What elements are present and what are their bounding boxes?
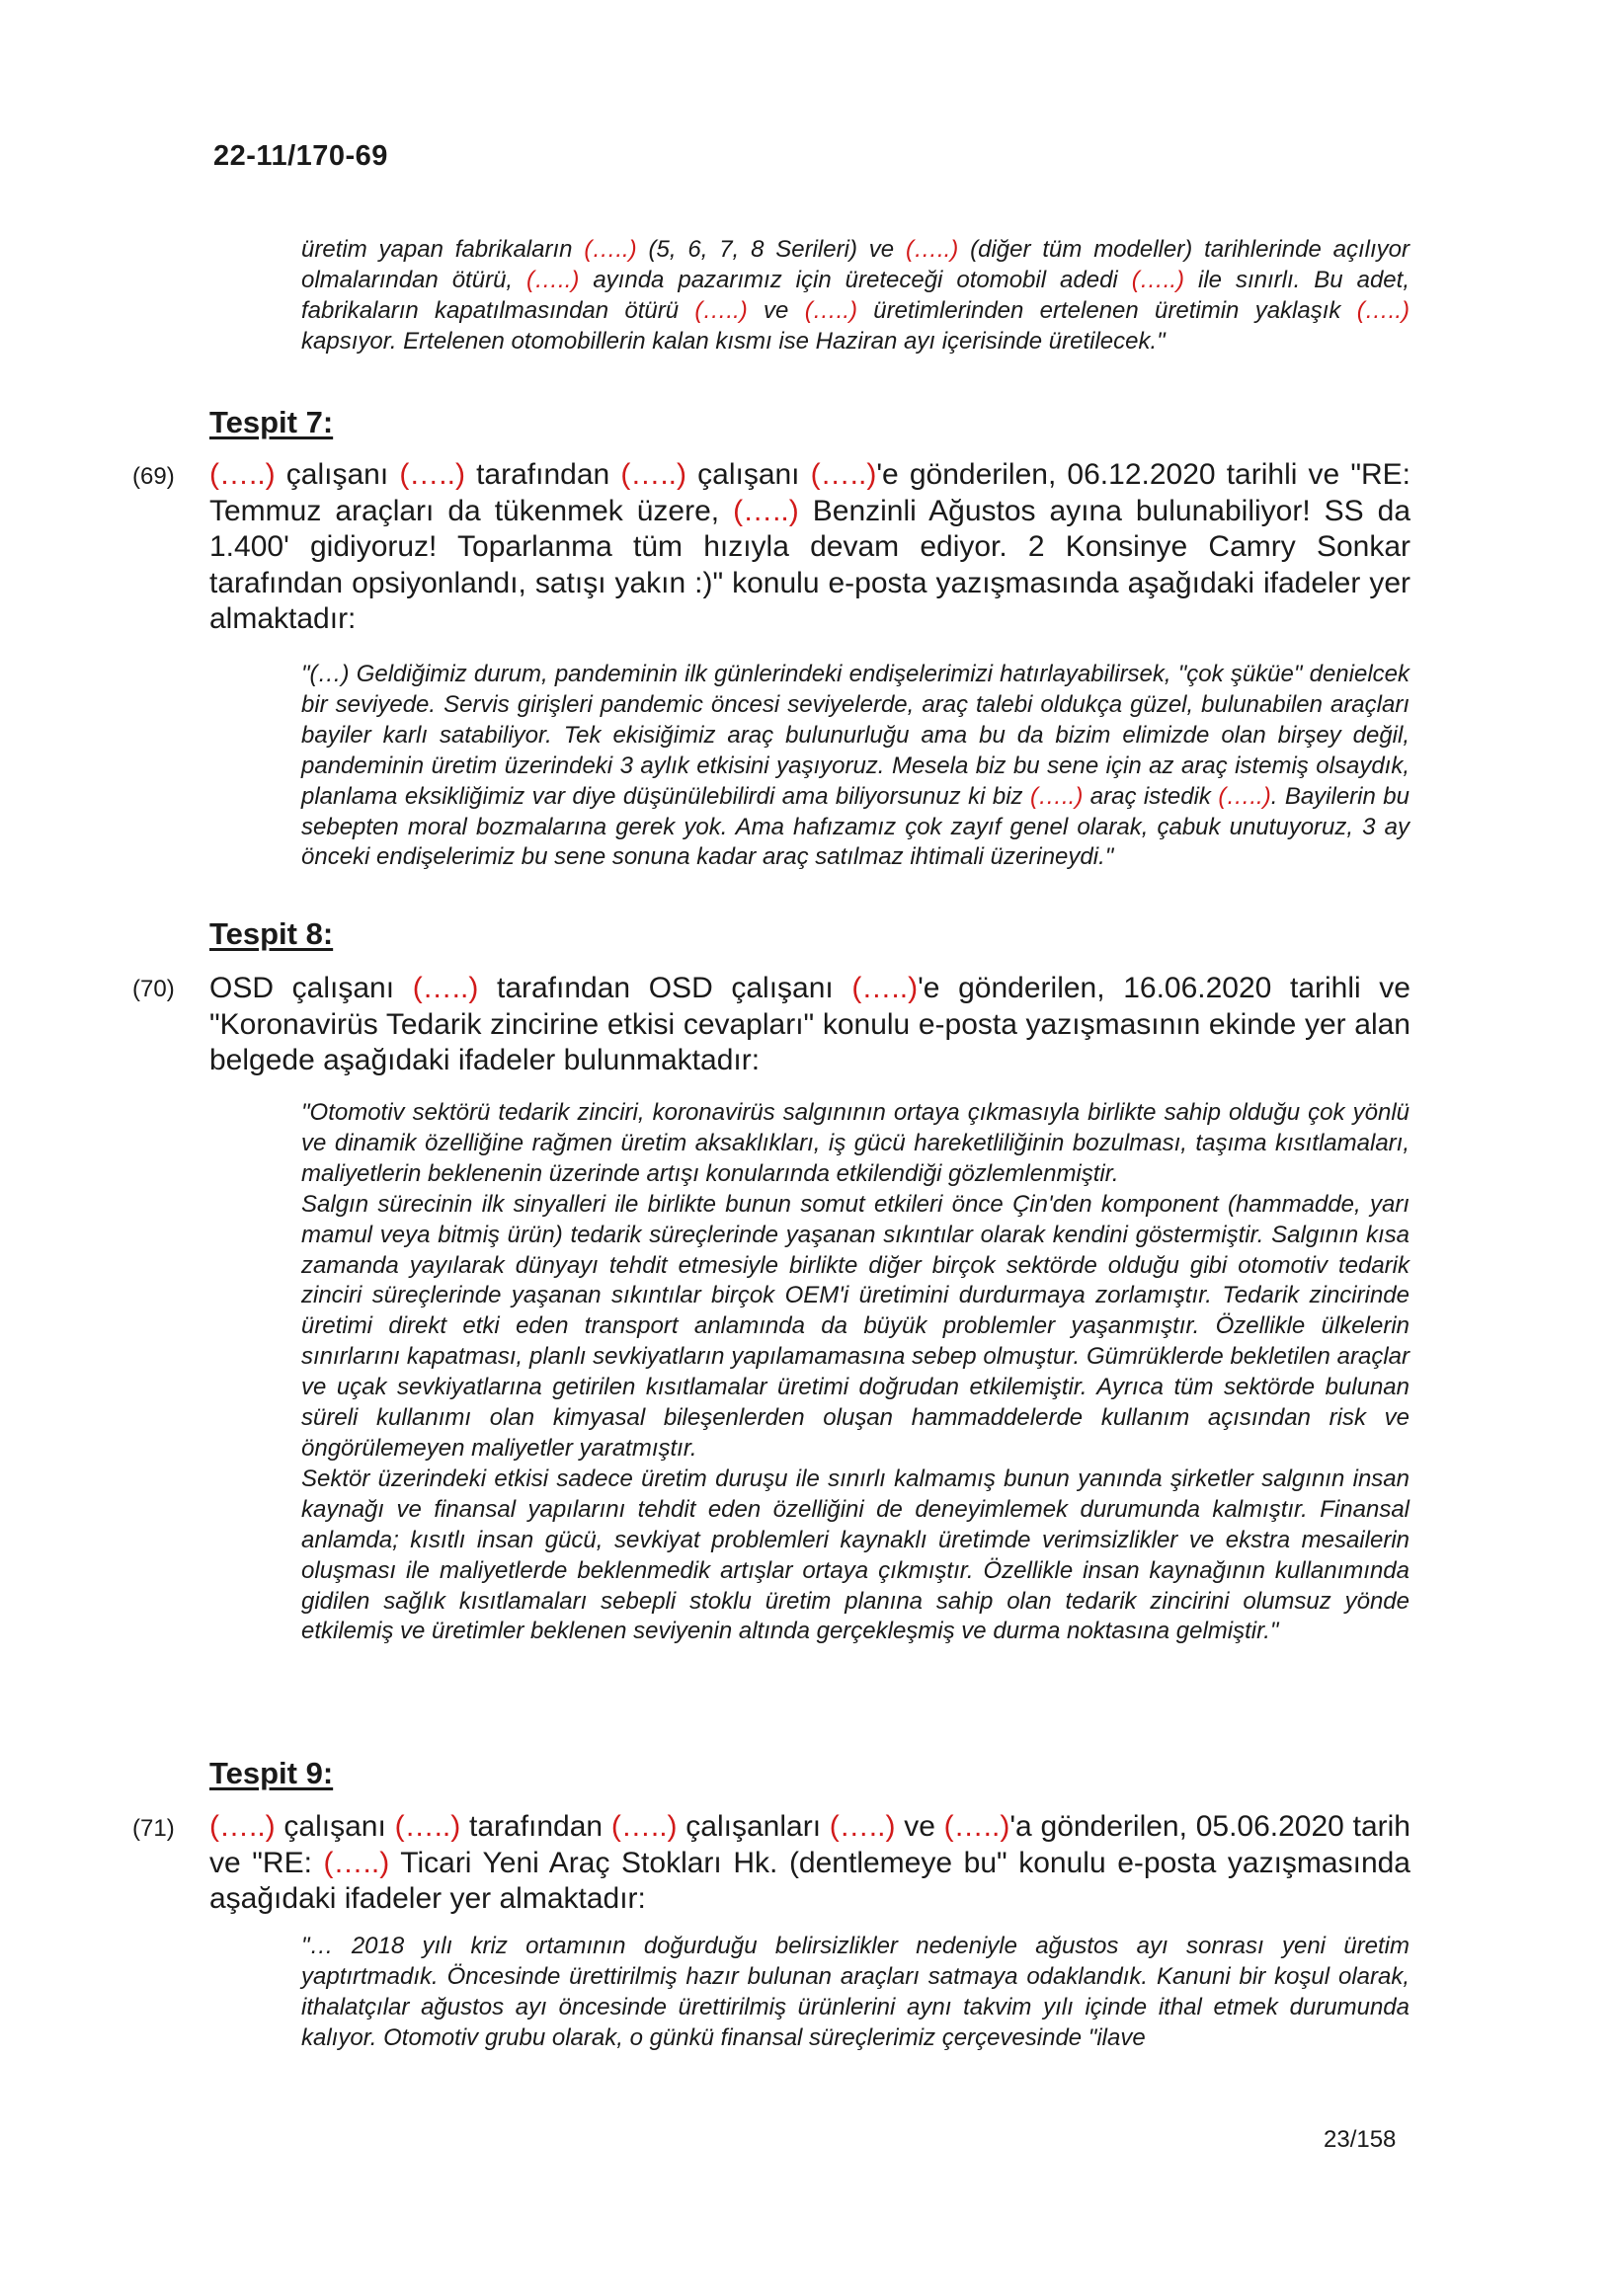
text-run: 'a gönderilen, 05.06.2020 tarih ve "RE: — [209, 1810, 1410, 1879]
text-run: 'e gönderilen, 06.12.2020 tarihli ve "RE: Temmuz araçları da tükenmek üzere, — [209, 458, 1411, 527]
quote-top-text — [301, 235, 1410, 357]
document-reference: 22-11/170-69 — [213, 140, 388, 172]
redaction-mark: (…..) — [810, 458, 877, 491]
heading-tespit-9: Tespit 9: — [209, 1756, 334, 1790]
redaction-mark: (…..) — [610, 1810, 678, 1843]
redaction-mark: (…..) — [733, 494, 799, 527]
redaction-mark: (…..) — [209, 458, 276, 491]
text-run: üretimlerinden ertelenen üretimin yaklaşık — [857, 296, 1357, 324]
redaction-mark: (…..) — [620, 458, 686, 491]
text-run: çalışanları — [677, 1810, 830, 1843]
redaction-mark: (…..) — [1218, 782, 1271, 810]
text-run: çalışanı — [686, 458, 811, 491]
paragraph-number-70: (70) — [132, 976, 175, 1002]
quote-block-69 — [301, 660, 1410, 873]
text-run: OSD çalışanı — [209, 972, 413, 1004]
text-run: çalışanı — [275, 458, 400, 491]
text-run: "(…) Geldiğimiz durum, pandeminin ilk günlerindeki endişelerimizi hatırlayabilirsek, "çok şüküe" denielcek bir seviyede. Servis girişleri pandemic öncesi seviyelerde, araç talebi oldukça güzel, bulunabilen araçları bayiler karlı satabiliyor. Tek ekisiğimiz araç bulunurluğu ama bu da bizim elimizde olan birşey değil, pandeminin üretim üzerindeki 3 aylık etkisini yaşıyoruz. Mesela biz bu sene için az araç istemiş olsaydık, planlama eksikliğimiz var diye düşünülebilirdi ama biliyorsunuz ki biz — [301, 661, 1410, 810]
paragraph-number-71: (71) — [132, 1815, 175, 1842]
paragraph-69 — [209, 457, 1410, 638]
redaction-mark: (…..) — [829, 1810, 896, 1843]
redaction-mark: (…..) — [412, 972, 479, 1004]
text-run: tarafından — [460, 1810, 611, 1843]
redaction-mark: (…..) — [851, 972, 919, 1004]
redaction-mark: (…..) — [694, 296, 748, 324]
text-run: ayında pazarımız için üreteceği otomobil adedi — [579, 266, 1132, 293]
redaction-mark: (…..) — [1356, 296, 1410, 324]
text-run: . Bayilerin bu sebepten moral bozmalarına gerek yok. Ama hafızamız çok zayıf genel olarak, çabuk unutuyoruz, 3 ay önceki endişelerimiz bu sene sonuna kadar araç satılmaz ihtimali üzerineydi." — [301, 782, 1410, 871]
paragraph-71 — [209, 1809, 1410, 1918]
quote-block-71 — [301, 1932, 1410, 2054]
text-run: tarafından OSD çalışanı — [478, 972, 852, 1004]
redaction-mark: (…..) — [209, 1810, 276, 1843]
redaction-mark: (…..) — [584, 236, 637, 263]
paragraph-number-69: (69) — [132, 463, 175, 490]
text-run: ve — [747, 296, 805, 324]
quote-block-70 — [301, 1098, 1410, 1647]
text-run: ile sınırlı. Bu adet, fabrikaların kapatılmasından ötürü — [301, 266, 1410, 324]
text-run: tarafından — [464, 458, 621, 491]
heading-tespit-8: Tespit 8: — [209, 916, 334, 951]
quote-70-paragraph-1: "Otomotiv sektörü tedarik zinciri, koronavirüs salgınının ortaya çıkmasıyla birlikte sahip olduğu çok yönlü ve dinamik özelliğine rağmen üretim aksaklıkları, iş gücü hareketliliğinin bozulması, taşıma kısıtlamaları, maliyetlerin beklenenin üzerinde artışı konularında etkilendiği gözlemlenmiştir. — [301, 1099, 1410, 1187]
paragraph-70 — [209, 971, 1410, 1079]
redaction-mark: (…..) — [394, 1810, 461, 1843]
redaction-mark: (…..) — [526, 266, 580, 293]
redaction-mark: (…..) — [804, 296, 858, 324]
quote-69-text — [301, 660, 1410, 873]
quote-block-top — [301, 235, 1410, 357]
text-run: kapsıyor. Ertelenen otomobillerin kalan kısmı ise Haziran ayı içerisinde üretilecek." — [301, 327, 1166, 355]
text-run: Benzinli Ağustos ayına bulunabiliyor! SS da 1.400' gidiyoruz! Toparlanma tüm hızıyla devam ediyor. 2 Konsinye Camry Sonkar tarafından opsiyonlandı, satışı yakın :)" konulu e-posta yazışmasında aşağıdaki ifadeler yer almaktadır: — [209, 494, 1411, 636]
page-number: 23/158 — [1324, 2126, 1397, 2153]
text-run: (5, 6, 7, 8 Serileri) ve — [636, 236, 906, 263]
text-run: çalışanı — [275, 1810, 395, 1843]
text-run: ve — [895, 1810, 944, 1843]
text-run: araç istedik — [1083, 782, 1219, 810]
quote-70-paragraph-3: Sektör üzerindeki etkisi sadece üretim duruşu ile sınırlı kalmamış bunun yanında şirketler salgının insan kaynağı ve finansal yapılarını tehdit eden özelliğini de deneyimlemek durumunda kalmıştır. Finansal anlamda; kısıtlı insan gücü, sevkiyat problemleri kaynaklı üretimde verimsizlikler ve ekstra mesailerin oluşması ile maliyetlerde beklenmedik artışlar ortaya çıkmıştır. Özellikle insan kaynağının kullanımında gidilen sağlık kısıtlamaları sebepli stoklu üretim planına sahip olan tedarik zincirini olumsuz yönde etkilemiş ve üretimler beklenen seviyenin altında gerçekleşmiş ve durma noktasına gelmiştir." — [301, 1465, 1410, 1645]
text-run: (diğer tüm modeller) tarihlerinde açılıyor olmalarından ötürü, — [301, 236, 1410, 293]
heading-tespit-7: Tespit 7: — [209, 405, 334, 439]
redaction-mark: (…..) — [905, 236, 959, 263]
redaction-mark: (…..) — [943, 1810, 1010, 1843]
redaction-mark: (…..) — [323, 1846, 390, 1879]
text-run: Ticari Yeni Araç Stokları Hk. (dentlemeye bu" konulu e-posta yazışmasında aşağıdaki ifadeler yer almaktadır: — [209, 1846, 1410, 1916]
redaction-mark: (…..) — [1131, 266, 1185, 293]
redaction-mark: (…..) — [1029, 782, 1084, 810]
redaction-mark: (…..) — [399, 458, 465, 491]
quote-70-paragraph-2: Salgın sürecinin ilk sinyalleri ile birlikte bunun somut etkileri önce Çin'den komponent (hammadde, yarı mamul veya bitmiş ürün) tedarik süreçlerinde yaşanan sıkıntılar olarak kendini göstermiştir. Salgının kısa zamanda yayılarak dünyayı tehdit etmesiyle birlikte diğer birçok sektörde olduğu gibi otomotiv tedarik zinciri süreçlerinde yaşanan sıkıntılar birçok OEM'i üretimini durdurmaya zorlamıştır. Tedarik zincirinde üretimi direkt etki eden transport anlamında da büyük problemler yaşanmıştır. Özellikle ülkelerin sınırlarını kapatması, planlı sevkiyatların yapılamamasına sebep olmuştur. Gümrüklerde bekletilen araçlar ve uçak sevkiyatlarına getirilen kısıtlamalar üretimi doğrudan etkilemiştir. Ayrıca tüm sektörde bulunan süreli kullanımı olan kimyasal bileşenlerden oluşan hammaddelerde kullanım açısından risk ve öngörülemeyen maliyetler yaratmıştır. — [301, 1190, 1410, 1462]
text-run: 'e gönderilen, 16.06.2020 tarihli ve "Koronavirüs Tedarik zincirine etkisi cevapları" konulu e-posta yazışmasının ekinde yer alan belgede aşağıdaki ifadeler bulunmaktadır: — [209, 972, 1410, 1077]
quote-71-text: "… 2018 yılı kriz ortamının doğurduğu belirsizlikler nedeniyle ağustos ayı sonrası yeni üretim yaptırtmadık. Öncesinde ürettirilmiş hazır bulunan araçları satmaya odaklandık. Kanuni bir koşul olarak, ithalatçılar ağustos ayı öncesinde ürettirilmiş ürünlerini aynı takvim yılı içinde ithal etmek durumunda kalıyor. Otomotiv grubu olarak, o günkü finansal süreçlerimiz çerçevesinde "ilave — [301, 1933, 1410, 2051]
text-run: üretim yapan fabrikaların — [301, 236, 585, 263]
